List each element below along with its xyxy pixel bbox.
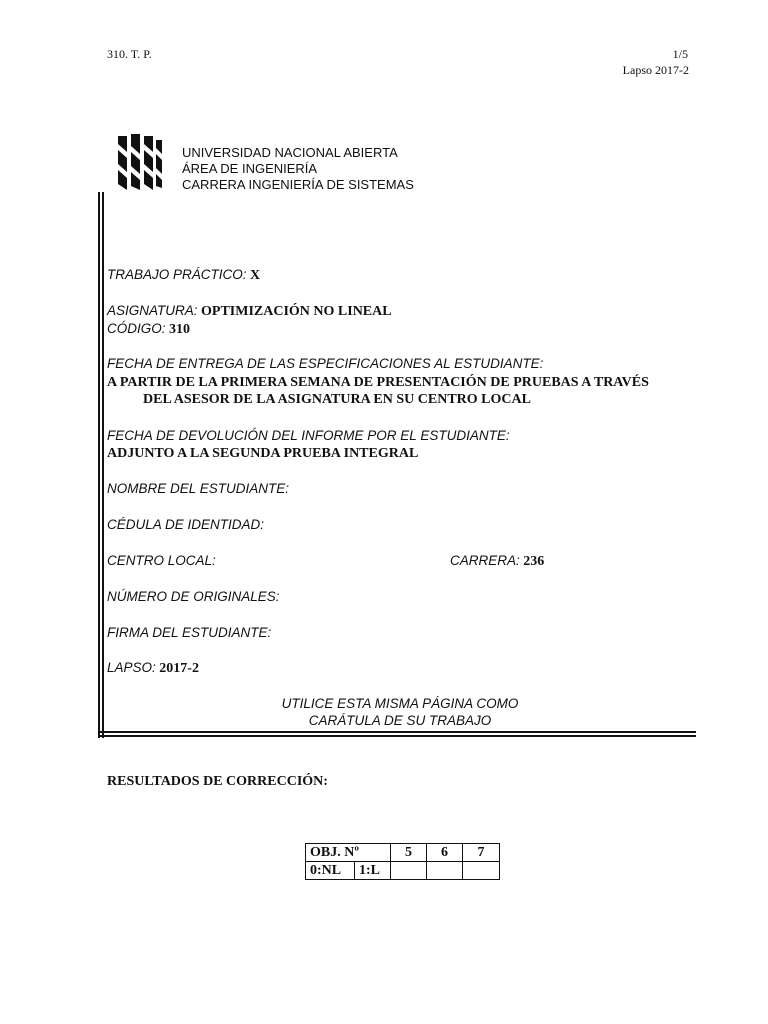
obj-5-result-cell <box>391 862 427 880</box>
codigo-value: 310 <box>169 322 191 337</box>
lapso-header: Lapso 2017-2 <box>622 63 689 77</box>
asignatura-value: OPTIMIZACIÓN NO LINEAL <box>201 304 392 319</box>
obj-label-cell: OBJ. Nº <box>306 844 391 862</box>
entrega-label-row <box>107 355 543 373</box>
centro-local-label: CENTRO LOCAL: <box>107 553 216 568</box>
nl-cell: 0:NL <box>306 862 355 880</box>
una-logo-icon <box>114 132 164 197</box>
table-row <box>306 862 500 880</box>
l-cell: 1:L <box>355 862 391 880</box>
obj-7-result-cell <box>463 862 500 880</box>
entrega-label: FECHA DE ENTREGA DE LAS ESPECIFICACIONES AL ESTUDIANTE: <box>107 356 544 371</box>
table-row <box>306 844 500 862</box>
devolucion-label: FECHA DE DEVOLUCIÓN DEL INFORME POR EL ESTUDIANTE: <box>107 428 510 443</box>
firma-label: FIRMA DEL ESTUDIANTE: <box>107 625 272 640</box>
originales-label: NÚMERO DE ORIGINALES: <box>107 589 280 604</box>
trabajo-practico-row <box>107 266 260 284</box>
originales-row <box>107 588 280 606</box>
devolucion-label-row <box>107 427 510 445</box>
career-name: CARRERA INGENIERÍA DE SISTEMAS <box>182 177 414 192</box>
lapso-row <box>107 659 199 677</box>
devolucion-value: ADJUNTO A LA SEGUNDA PRUEBA INTEGRAL <box>107 446 419 461</box>
codigo-label: CÓDIGO: <box>107 321 166 336</box>
objectives-table <box>305 843 500 880</box>
centro-local-row <box>107 552 216 570</box>
firma-row <box>107 624 271 642</box>
results-title: RESULTADOS DE CORRECCIÓN: <box>107 774 328 789</box>
entrega-value-line2: DEL ASESOR DE LA ASIGNATURA EN SU CENTRO LOCAL <box>143 392 531 407</box>
cedula-label: CÉDULA DE IDENTIDAD: <box>107 517 265 532</box>
codigo-row <box>107 320 190 338</box>
carrera-row <box>450 552 544 570</box>
carrera-value: 236 <box>523 554 545 569</box>
page-number: 1/5 <box>672 47 688 61</box>
cedula-row <box>107 516 264 534</box>
area-name: ÁREA DE INGENIERÍA <box>182 161 318 176</box>
asignatura-row <box>107 302 392 320</box>
cover-note-line2: CARÁTULA DE SU TRABAJO <box>308 713 492 728</box>
university-name: UNIVERSIDAD NACIONAL ABIERTA <box>182 145 398 160</box>
entrega-value-line1: A PARTIR DE LA PRIMERA SEMANA DE PRESENTACIÓN DE PRUEBAS A TRAVÉS <box>107 375 649 390</box>
trabajo-value: X <box>250 268 261 283</box>
frame-left-border <box>98 192 104 738</box>
document-code: 310. T. P. <box>107 47 152 61</box>
lapso-value: 2017-2 <box>159 661 199 676</box>
nombre-label: NOMBRE DEL ESTUDIANTE: <box>107 481 290 496</box>
frame-bottom-border <box>98 731 696 737</box>
lapso-label: LAPSO: <box>107 660 156 675</box>
nombre-row <box>107 480 289 498</box>
cover-note-line1: UTILICE ESTA MISMA PÁGINA COMO <box>281 696 519 711</box>
asignatura-label: ASIGNATURA: <box>107 303 198 318</box>
carrera-label: CARRERA: <box>450 553 520 568</box>
obj-6-cell: 6 <box>427 844 463 862</box>
obj-7-cell: 7 <box>463 844 500 862</box>
obj-5-cell: 5 <box>391 844 427 862</box>
obj-6-result-cell <box>427 862 463 880</box>
trabajo-label: TRABAJO PRÁCTICO: <box>107 267 247 282</box>
